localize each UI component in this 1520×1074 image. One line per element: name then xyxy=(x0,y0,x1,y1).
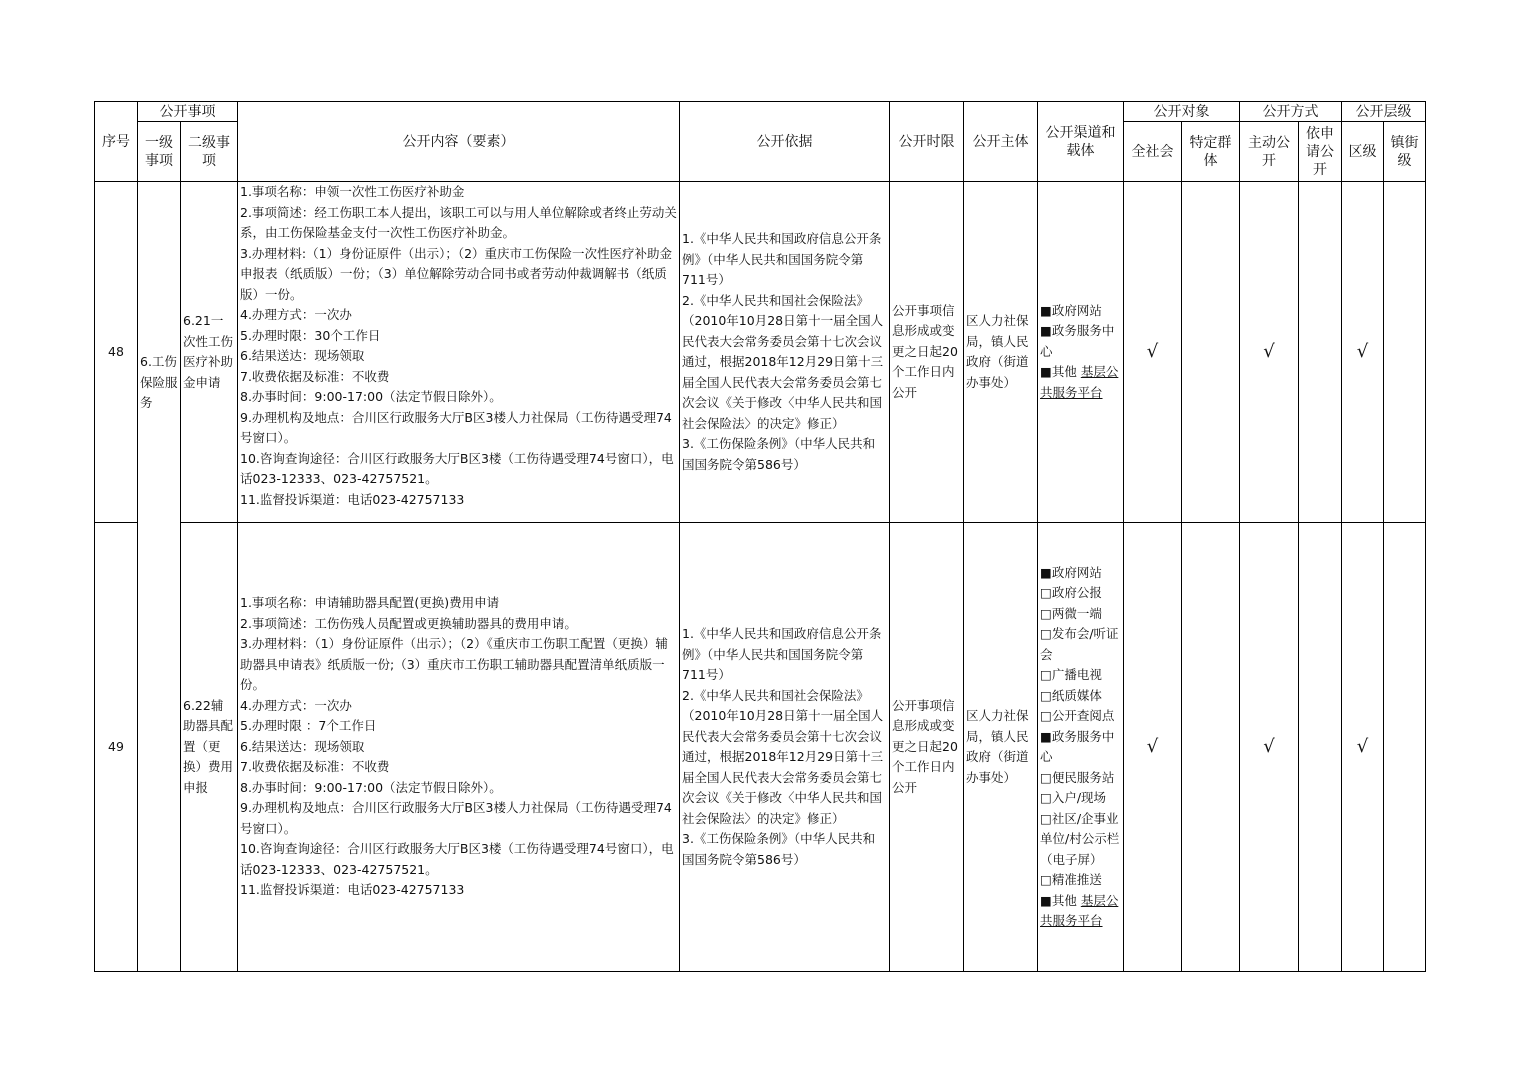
content-line: 9.办理机构及地点：合川区行政服务大厅B区3楼人力社保局（工伤待遇受理74号窗口）。 xyxy=(240,800,672,836)
header-target-group: 公开对象 xyxy=(1124,102,1240,122)
empty-target-specific xyxy=(1182,182,1240,523)
empty-square-icon: □ xyxy=(1040,810,1052,826)
header-content: 公开内容（要素） xyxy=(238,102,680,182)
filled-square-icon: ■ xyxy=(1040,364,1052,380)
channel-item: 纸质媒体 xyxy=(1051,687,1102,703)
empty-square-icon: □ xyxy=(1040,708,1052,723)
header-method-group: 公开方式 xyxy=(1240,102,1342,122)
content-line: 9.办理机构及地点：合川区行政服务大厅B区3楼人力社保局（工伤待遇受理74号窗口）。 xyxy=(240,409,672,445)
channel-item: 发布会/听证会 xyxy=(1040,626,1119,662)
content-line: 6.结果送达：现场领取 xyxy=(240,738,365,754)
filled-square-icon: ■ xyxy=(1040,892,1052,908)
content-line: 6.结果送达：现场领取 xyxy=(240,348,365,363)
filled-square-icon: ■ xyxy=(1040,728,1052,744)
row-level2: 6.21一次性工伤医疗补助金申请 xyxy=(181,182,238,523)
filled-square-icon: ■ xyxy=(1040,323,1052,339)
channel-item: 其他 xyxy=(1051,364,1077,380)
table-row xyxy=(95,523,1426,972)
check-method-active: √ xyxy=(1240,182,1299,523)
row-content xyxy=(238,182,680,523)
header-basis: 公开依据 xyxy=(680,102,890,182)
channel-item: 便民服务站 xyxy=(1051,769,1115,785)
header-target-specific: 特定群体 xyxy=(1182,122,1240,182)
row-subject: 区人力社保局，镇人民政府（街道办事处） xyxy=(964,523,1038,972)
channel-other-link: 基层公共服务平台 xyxy=(1040,892,1119,928)
basis-line: 2.《中华人民共和国社会保险法》（2010年10月28日第十一届全国人民代表大会常务委员会第十七次会议通过，根据2018年12月29日第十三届全国人民代表大会常务委员会第七次会议《关于修改〈中华人民共和国社会保险法〉的决定》修正） xyxy=(682,292,884,431)
check-target-all: √ xyxy=(1124,523,1182,972)
content-line: 10.咨询查询途径：合川区行政服务大厅B区3楼（工伤待遇受理74号窗口），电话023-12333、023-42757521。 xyxy=(240,841,674,877)
channel-item: 政府网站 xyxy=(1051,564,1102,580)
header-level1: 一级事项 xyxy=(138,122,181,182)
empty-square-icon: □ xyxy=(1040,687,1052,703)
category1-cell: 6.工伤保险服务 xyxy=(138,182,181,972)
empty-method-request xyxy=(1299,523,1342,972)
row-time-limit: 公开事项信息形成或变更之日起20个工作日内公开 xyxy=(890,182,964,523)
header-seq: 序号 xyxy=(95,102,138,182)
empty-square-icon: □ xyxy=(1040,872,1052,887)
row-seq: 48 xyxy=(95,182,138,523)
header-target-all: 全社会 xyxy=(1124,122,1182,182)
channel-item: 政务服务中心 xyxy=(1040,323,1115,359)
filled-square-icon: ■ xyxy=(1040,302,1052,318)
channel-other-link: 基层公共服务平台 xyxy=(1040,364,1119,400)
channel-item: 政府公报 xyxy=(1051,585,1102,600)
header-level-town: 镇街级 xyxy=(1384,122,1426,182)
header-items-group: 公开事项 xyxy=(138,102,238,122)
content-line: 5.办理时限 ：7个工作日 xyxy=(240,718,377,734)
header-subject: 公开主体 xyxy=(964,102,1038,182)
channel-item: 入户/现场 xyxy=(1051,790,1107,805)
content-line: 2.事项简述：工伤伤残人员配置或更换辅助器具的费用申请。 xyxy=(240,615,577,631)
content-line: 10.咨询查询途径：合川区行政服务大厅B区3楼（工伤待遇受理74号窗口），电话023-12333、023-42757521。 xyxy=(240,450,674,486)
check-level-district: √ xyxy=(1342,523,1384,972)
empty-square-icon: □ xyxy=(1040,769,1052,785)
row-subject: 区人力社保局，镇人民政府（街道办事处） xyxy=(964,182,1038,523)
basis-line: 2.《中华人民共和国社会保险法》（2010年10月28日第十一届全国人民代表大会常务委员会第十七次会议通过，根据2018年12月29日第十三届全国人民代表大会常务委员会第七次会议《关于修改〈中华人民共和国社会保险法〉的决定》修正） xyxy=(682,687,884,826)
channel-item: 两微一端 xyxy=(1051,605,1102,621)
content-line: 4.办理方式：一次办 xyxy=(240,697,352,713)
content-line: 4.办理方式：一次办 xyxy=(240,307,352,322)
empty-square-icon: □ xyxy=(1040,790,1052,805)
channel-item: 社区/企事业单位/村公示栏（电子屏） xyxy=(1040,810,1120,867)
empty-method-request xyxy=(1299,182,1342,523)
empty-square-icon: □ xyxy=(1040,626,1052,641)
filled-square-icon: ■ xyxy=(1040,564,1052,580)
empty-level-town xyxy=(1384,523,1426,972)
content-line: 5.办理时限：30个工作日 xyxy=(240,327,381,343)
header-level-district: 区级 xyxy=(1342,122,1384,182)
header-level2: 二级事项 xyxy=(181,122,238,182)
row-basis xyxy=(680,182,890,523)
content-line: 1.事项名称：申请辅助器具配置(更换)费用申请 xyxy=(240,595,500,611)
header-time-limit: 公开时限 xyxy=(890,102,964,182)
row-channel xyxy=(1038,182,1124,523)
basis-line: 1.《中华人民共和国政府信息公开条例》（中华人民共和国国务院令第711号） xyxy=(682,231,882,287)
header-level-group: 公开层级 xyxy=(1342,102,1426,122)
empty-level-town xyxy=(1384,182,1426,523)
row-channel xyxy=(1038,523,1124,972)
content-line: 2.事项简述：经工伤职工本人提出，该职工可以与用人单位解除或者终止劳动关系，由工伤保险基金支付一次性工伤医疗补助金。 xyxy=(240,204,677,240)
header-method-active: 主动公开 xyxy=(1240,122,1299,182)
content-line: 11.监督投诉渠道：电话023-42757133 xyxy=(240,491,465,507)
row-content xyxy=(238,523,680,972)
row-level2: 6.22辅助器具配置（更换）费用申报 xyxy=(181,523,238,972)
empty-square-icon: □ xyxy=(1040,585,1052,600)
basis-line: 1.《中华人民共和国政府信息公开条例》（中华人民共和国国务院令第711号） xyxy=(682,626,882,682)
row-basis xyxy=(680,523,890,972)
content-line: 3.办理材料：（1）身份证原件（出示）；（2）《重庆市工伤职工配置（更换）辅助器具申请表》纸质版一份;（3）重庆市工伤职工辅助器具配置清单纸质版一份。 xyxy=(240,636,668,693)
header-channel: 公开渠道和载体 xyxy=(1038,102,1124,182)
row-time-limit: 公开事项信息形成或变更之日起20个工作日内公开 xyxy=(890,523,964,972)
basis-line: 3.《工伤保险条例》（中华人民共和国国务院令第586号） xyxy=(682,436,876,472)
content-list xyxy=(240,182,677,522)
row-seq: 49 xyxy=(95,523,138,972)
content-line: 11.监督投诉渠道：电话023-42757133 xyxy=(240,882,465,898)
check-method-active: √ xyxy=(1240,523,1299,972)
content-line: 8.办事时间：9:00-17:00（法定节假日除外）。 xyxy=(240,779,502,795)
empty-target-specific xyxy=(1182,523,1240,972)
content-line: 8.办事时间：9:00-17:00（法定节假日除外）。 xyxy=(240,389,502,404)
basis-line: 3.《工伤保险条例》（中华人民共和国国务院令第586号） xyxy=(682,831,876,867)
check-level-district: √ xyxy=(1342,182,1384,523)
content-line: 1.事项名称：申领一次性工伤医疗补助金 xyxy=(240,184,465,199)
table-row xyxy=(95,182,1426,523)
disclosure-table xyxy=(94,101,1426,972)
content-line: 3.办理材料:（1）身份证原件（出示）；（2）重庆市工伤保险一次性医疗补助金申报表（纸质版）一份；（3）单位解除劳动合同书或者劳动仲裁调解书（纸质版）一份。 xyxy=(240,245,673,302)
channel-item: 公开查阅点 xyxy=(1051,708,1115,723)
channel-item: 精准推送 xyxy=(1051,872,1102,887)
channel-item: 其他 xyxy=(1051,892,1077,908)
header-method-request: 依申请公开 xyxy=(1299,122,1342,182)
channel-item: 广播电视 xyxy=(1051,667,1102,682)
check-target-all: √ xyxy=(1124,182,1182,523)
content-line: 7.收费依据及标准：不收费 xyxy=(240,368,390,384)
channel-item: 政务服务中心 xyxy=(1040,728,1115,764)
channel-item: 政府网站 xyxy=(1051,302,1102,318)
empty-square-icon: □ xyxy=(1040,667,1052,682)
content-line: 7.收费依据及标准：不收费 xyxy=(240,759,390,775)
empty-square-icon: □ xyxy=(1040,605,1052,621)
